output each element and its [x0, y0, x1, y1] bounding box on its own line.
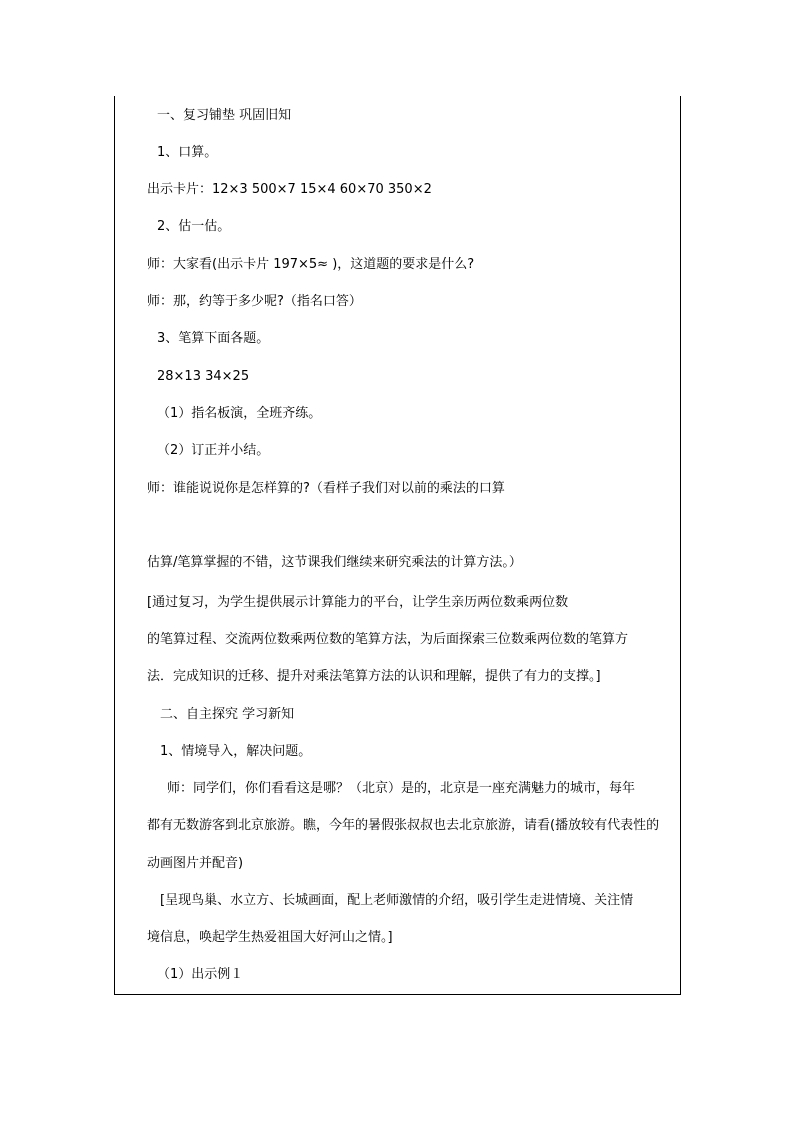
- step-estimate: 2、估一估。: [157, 219, 231, 234]
- step-written-calc: 3、笔算下面各题。: [157, 331, 270, 346]
- substep-correct-summarize: （2）订正并小结。: [157, 443, 270, 458]
- teacher-line-3-cont: 估算/笔算掌握的不错，这节课我们继续来研究乘法的计算方法。）: [147, 555, 522, 570]
- teacher-line-4b: 都有无数游客到北京旅游。瞧，今年的暑假张叔叔也去北京旅游，请看(播放较有代表性的: [147, 818, 660, 833]
- section-heading-review: 一、复习铺垫 巩固旧知: [157, 108, 292, 123]
- design-note-2b: 境信息，唤起学生热爱祖国大好河山之情。]: [147, 930, 393, 945]
- written-calc-problems: 28×13 34×25: [157, 369, 250, 384]
- teacher-line-1: 师：大家看(出示卡片 197×5≈ )，这道题的要求是什么?: [147, 257, 475, 272]
- design-note-1a: [通过复习，为学生提供展示计算能力的平台，让学生亲历两位数乘两位数: [147, 595, 569, 610]
- teacher-line-3: 师：谁能说说你是怎样算的?（看样子我们对以前的乘法的口算: [147, 481, 505, 496]
- substep-board-practice: （1）指名板演，全班齐练。: [157, 406, 322, 421]
- step-situation: 1、情境导入，解决问题。: [160, 744, 312, 759]
- step-mental-calc: 1、口算。: [157, 145, 218, 160]
- flashcard-problems: 出示卡片：12×3 500×7 15×4 60×70 350×2: [147, 182, 432, 197]
- teacher-line-2: 师：那，约等于多少呢?（指名口答）: [147, 294, 362, 309]
- design-note-1b: 的笔算过程、交流两位数乘两位数的笔算方法，为后面探索三位数乘两位数的笔算方: [147, 632, 629, 647]
- section-heading-explore: 二、自主探究 学习新知: [160, 707, 295, 722]
- design-note-2a: [呈现鸟巢、水立方、长城画面，配上老师激情的介绍，吸引学生走进情境、关注情: [160, 893, 634, 908]
- example-1: （1）出示例１: [157, 967, 244, 982]
- design-note-1c: 法．完成知识的迁移、提升对乘法笔算方法的认识和理解，提供了有力的支撑。]: [147, 669, 601, 684]
- teacher-line-4c: 动画图片并配音): [147, 856, 244, 871]
- teacher-line-4a: 师：同学们，你们看看这是哪？（北京）是的，北京是一座充满魅力的城市，每年: [167, 781, 636, 796]
